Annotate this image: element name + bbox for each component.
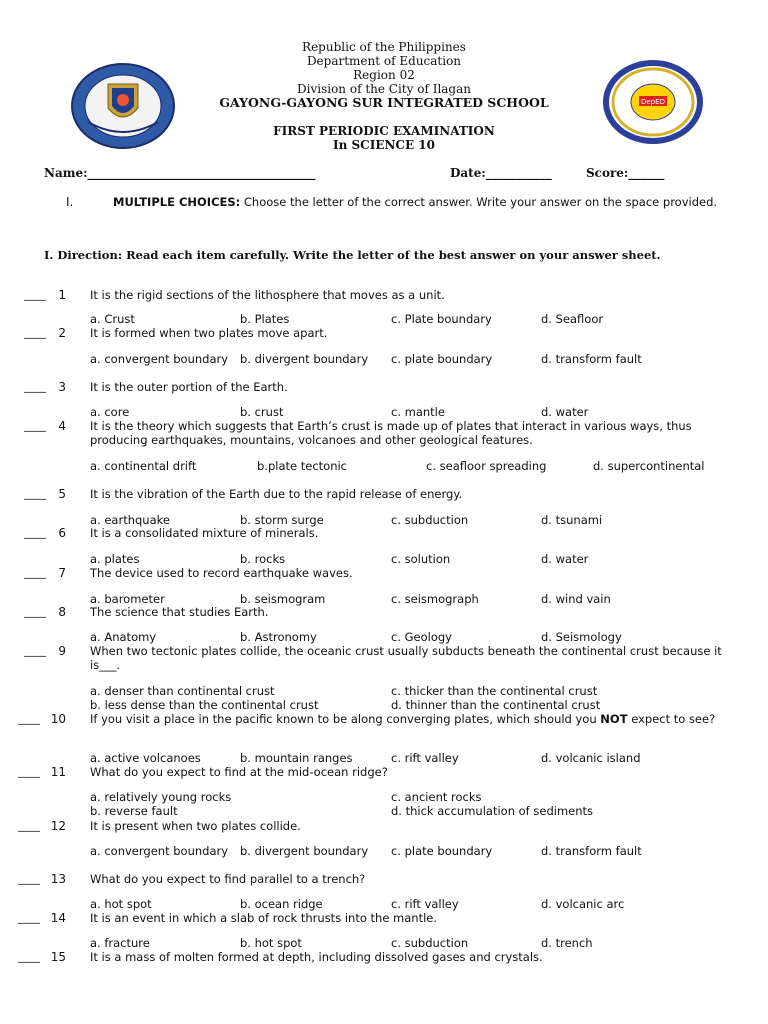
date-field[interactable]: Date:___________ <box>450 166 552 180</box>
answer-choice[interactable]: b. storm surge <box>240 513 324 527</box>
answer-choice[interactable]: c. Plate boundary <box>391 312 492 326</box>
answer-choice[interactable]: d. transform fault <box>541 844 642 858</box>
answer-choice[interactable]: d. thinner than the continental crust <box>391 698 601 712</box>
answer-choice[interactable]: b. mountain ranges <box>240 751 353 765</box>
answer-choice[interactable]: c. thicker than the continental crust <box>391 684 598 698</box>
question-stem-emphasis: NOT <box>600 712 628 726</box>
answer-choice[interactable]: a. denser than continental crust <box>90 684 275 698</box>
answer-choice[interactable]: d. wind vain <box>541 592 611 606</box>
answer-blank[interactable]: ____ <box>18 712 40 725</box>
answer-choice[interactable]: c. plate boundary <box>391 844 493 858</box>
header-division: Division of the City of Ilagan <box>297 82 471 96</box>
answer-choice[interactable]: a. continental drift <box>90 459 197 473</box>
question-stem: It is a consolidated mixture of minerals. <box>90 526 319 540</box>
answer-choice[interactable]: c. mantle <box>391 405 445 419</box>
school-logo-center-text: DepED <box>641 98 665 106</box>
answer-choice[interactable]: c. rift valley <box>391 751 459 765</box>
question-stem: The device used to record earthquake waves. <box>90 566 353 580</box>
answer-blank[interactable]: ____ <box>24 326 46 339</box>
question-number: 2 <box>58 326 66 340</box>
answer-blank[interactable]: ____ <box>24 487 46 500</box>
answer-choice[interactable]: a. hot spot <box>90 897 152 911</box>
answer-choice[interactable]: a. core <box>90 405 130 419</box>
answer-choice[interactable]: c. Geology <box>391 630 452 644</box>
answer-choice[interactable]: b. Astronomy <box>240 630 317 644</box>
name-field[interactable]: Name:______________________________________ <box>44 166 316 180</box>
answer-choice[interactable]: c. solution <box>391 552 451 566</box>
question-stem: The science that studies Earth. <box>90 605 269 619</box>
question-number: 6 <box>58 526 66 540</box>
answer-blank[interactable]: ____ <box>18 911 40 924</box>
answer-choice[interactable]: d. volcanic arc <box>541 897 625 911</box>
answer-choice[interactable]: d. water <box>541 405 589 419</box>
header-republic: Republic of the Philippines <box>302 40 466 54</box>
answer-choice[interactable]: a. relatively young rocks <box>90 790 232 804</box>
answer-choice[interactable]: b. rocks <box>240 552 286 566</box>
answer-choice[interactable]: d. trench <box>541 936 593 950</box>
answer-choice[interactable]: a. earthquake <box>90 513 170 527</box>
question-number: 1 <box>58 288 66 302</box>
question-number: 4 <box>58 419 66 433</box>
answer-choice[interactable]: a. convergent boundary <box>90 844 229 858</box>
question-stem: It is the outer portion of the Earth. <box>90 380 288 394</box>
answer-choice[interactable]: b. crust <box>240 405 284 419</box>
question-stem: It is formed when two plates move apart. <box>90 326 328 340</box>
answer-choice[interactable]: a. plates <box>90 552 140 566</box>
answer-choice[interactable]: c. seismograph <box>391 592 479 606</box>
answer-blank[interactable]: ____ <box>24 566 46 579</box>
question-stem: It is the theory which suggests that Earth’s crust is made up of plates that interact in various ways, thus producing earthquakes, mountains, volcanoes and other geological features. <box>90 419 692 447</box>
answer-choice[interactable]: d. Seismology <box>541 630 622 644</box>
answer-choice[interactable]: d. water <box>541 552 589 566</box>
answer-choice[interactable]: b. ocean ridge <box>240 897 323 911</box>
answer-choice[interactable]: b. hot spot <box>240 936 302 950</box>
question-number: 9 <box>58 644 66 658</box>
answer-choice[interactable]: b.plate tectonic <box>257 459 347 473</box>
header-school-name: GAYONG-GAYONG SUR INTEGRATED SCHOOL <box>219 95 549 110</box>
answer-blank[interactable]: ____ <box>24 526 46 539</box>
direction-text: I. Direction: Read each item carefully. Write the letter of the best answer on your answer sheet. <box>44 248 661 262</box>
question-number: 14 <box>50 911 66 925</box>
exam-title: FIRST PERIODIC EXAMINATION <box>273 124 495 138</box>
answer-choice[interactable]: a. convergent boundary <box>90 352 229 366</box>
answer-blank[interactable]: ____ <box>18 765 40 778</box>
question-number: 11 <box>50 765 66 779</box>
answer-choice[interactable]: d. volcanic island <box>541 751 641 765</box>
answer-choice[interactable]: c. ancient rocks <box>391 790 482 804</box>
answer-blank[interactable]: ____ <box>24 644 46 657</box>
question-number: 12 <box>50 819 66 833</box>
answer-choice[interactable]: c. seafloor spreading <box>426 459 547 473</box>
question-stem: What do you expect to find at the mid-ocean ridge? <box>90 765 388 779</box>
question-stem: It is a mass of molten formed at depth, including dissolved gases and crystals. <box>90 950 543 964</box>
score-field[interactable]: Score:______ <box>586 166 665 180</box>
answer-choice[interactable]: b. seismogram <box>240 592 326 606</box>
question-stem: When two tectonic plates collide, the oceanic crust usually subducts beneath the continental crust because it is___. <box>90 644 722 672</box>
answer-choice[interactable]: d. transform fault <box>541 352 642 366</box>
question-number: 8 <box>58 605 66 619</box>
question-stem-part: If you visit a place in the pacific known to be along converging plates, which should you <box>90 712 601 726</box>
answer-choice[interactable]: d. tsunami <box>541 513 603 527</box>
answer-choice[interactable]: c. subduction <box>391 513 469 527</box>
answer-choice[interactable]: b. divergent boundary <box>240 844 369 858</box>
answer-choice[interactable]: b. less dense than the continental crust <box>90 698 319 712</box>
answer-choice[interactable]: c. subduction <box>391 936 469 950</box>
answer-choice[interactable]: a. fracture <box>90 936 150 950</box>
question-stem: What do you expect to find parallel to a trench? <box>90 872 366 886</box>
question-stem <box>90 712 730 726</box>
header-region: Region 02 <box>353 68 415 82</box>
answer-choice[interactable]: d. thick accumulation of sediments <box>391 804 594 818</box>
question-stem-part: expect to see? <box>627 712 716 726</box>
section-instruction <box>113 195 725 209</box>
answer-choice[interactable]: d. Seafloor <box>541 312 604 326</box>
answer-choice[interactable]: a. barometer <box>90 592 165 606</box>
section-numeral: I. <box>66 195 74 209</box>
answer-choice[interactable]: d. supercontinental <box>593 459 705 473</box>
question-stem: It is present when two plates collide. <box>90 819 301 833</box>
answer-blank[interactable]: ____ <box>18 950 40 963</box>
answer-blank[interactable]: ____ <box>24 605 46 618</box>
question-number: 3 <box>58 380 66 394</box>
answer-blank[interactable]: ____ <box>24 419 46 432</box>
section-label: MULTIPLE CHOICES: <box>113 195 241 209</box>
section-text: Choose the letter of the correct answer. Write your answer on the space provided. <box>240 195 718 209</box>
question-stem: It is an event in which a slab of rock thrusts into the mantle. <box>90 911 438 925</box>
question-stem: It is the vibration of the Earth due to the rapid release of energy. <box>90 487 463 501</box>
answer-choice[interactable]: c. plate boundary <box>391 352 493 366</box>
answer-choice[interactable]: b. divergent boundary <box>240 352 369 366</box>
header-department: Department of Education <box>306 54 462 68</box>
answer-choice[interactable]: a. Crust <box>90 312 135 326</box>
answer-blank[interactable]: ____ <box>24 380 46 393</box>
answer-choice[interactable]: a. active volcanoes <box>90 751 201 765</box>
answer-blank[interactable]: ____ <box>18 819 40 832</box>
answer-blank[interactable]: ____ <box>18 872 40 885</box>
exam-subject: In SCIENCE 10 <box>332 138 436 152</box>
answer-choice[interactable]: a. Anatomy <box>90 630 157 644</box>
question-number: 13 <box>50 872 66 886</box>
answer-choice[interactable]: b. reverse fault <box>90 804 178 818</box>
answer-choice[interactable]: b. Plates <box>240 312 290 326</box>
answer-choice[interactable]: c. rift valley <box>391 897 459 911</box>
question-number: 5 <box>58 487 66 501</box>
question-stem: It is the rigid sections of the lithosphere that moves as a unit. <box>90 288 445 302</box>
question-number: 15 <box>50 950 66 964</box>
question-number: 10 <box>50 712 66 726</box>
question-number: 7 <box>58 566 66 580</box>
answer-blank[interactable]: ____ <box>24 288 46 301</box>
